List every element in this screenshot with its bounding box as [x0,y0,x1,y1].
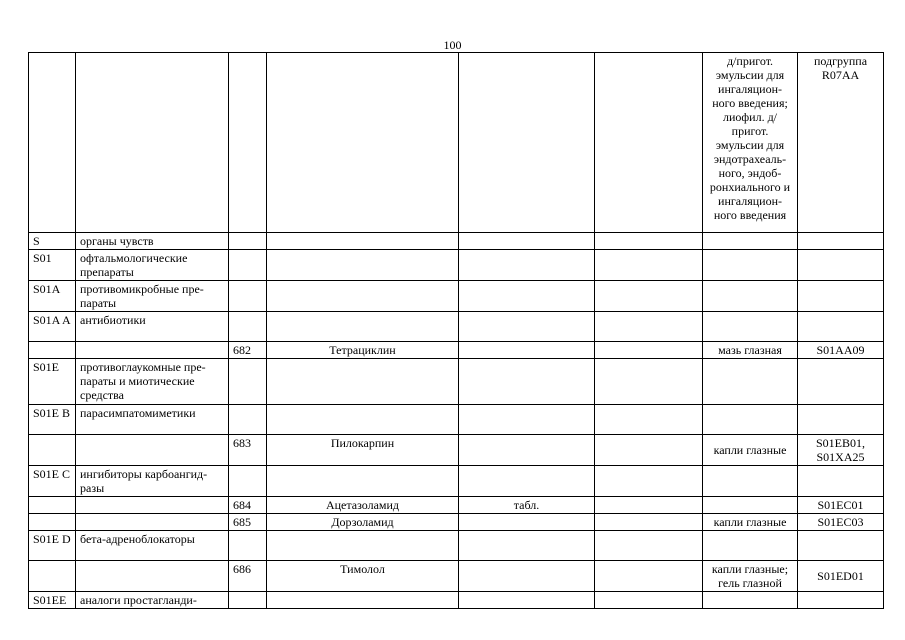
column6-cell [595,342,703,359]
atc-subgroup-cell: S01AA09 [798,342,884,359]
item-number-cell [229,233,267,250]
item-number-cell [229,53,267,233]
item-number-cell [229,250,267,281]
atc-subgroup-cell: S01ED01 [798,561,884,592]
column5-cell [459,514,595,531]
column6-cell [595,561,703,592]
column5-cell [459,531,595,561]
drug-name-cell: Тимолол [267,561,459,592]
group-name-cell: бета-адреноблокаторы [76,531,229,561]
atc-subgroup-cell [798,592,884,609]
item-number-cell [229,592,267,609]
item-number-cell [229,531,267,561]
atc-subgroup-cell: подгруппа R07AA [798,53,884,233]
drug-name-cell [267,592,459,609]
group-name-cell: офтальмологические препараты [76,250,229,281]
group-name-cell [76,514,229,531]
column6-cell [595,592,703,609]
group-name-cell: противомикробные пре- параты [76,281,229,312]
column6-cell [595,359,703,405]
column6-cell [595,531,703,561]
dosage-form-cell [703,359,798,405]
dosage-form-cell [703,250,798,281]
column6-cell [595,312,703,342]
drug-name-cell: Тетрациклин [267,342,459,359]
drug-name-cell [267,281,459,312]
column5-cell [459,466,595,497]
atc-subgroup-cell [798,531,884,561]
atc-code-cell: S01 [29,250,76,281]
group-name-cell [76,561,229,592]
column5-cell [459,435,595,466]
column5-cell [459,250,595,281]
atc-subgroup-cell [798,359,884,405]
table-row [29,233,884,250]
atc-code-cell [29,514,76,531]
atc-code-cell [29,561,76,592]
atc-code-cell: S01A [29,281,76,312]
atc-code-cell: S01A A [29,312,76,342]
atc-code-cell: S01E D [29,531,76,561]
atc-subgroup-cell [798,233,884,250]
table-row [29,531,884,561]
item-number-cell [229,359,267,405]
item-number-cell: 682 [229,342,267,359]
atc-subgroup-cell: S01EB01, S01XA25 [798,435,884,466]
column5-cell [459,359,595,405]
table-row [29,405,884,435]
dosage-form-cell [703,592,798,609]
group-name-cell [76,435,229,466]
dosage-form-cell [703,312,798,342]
drug-item-row [29,435,884,466]
dosage-form-cell: капли глазные [703,435,798,466]
drug-item-row [29,342,884,359]
group-name-cell: ингибиторы карбоангид- разы [76,466,229,497]
drug-item-row [29,514,884,531]
group-name-cell [76,53,229,233]
group-name-cell: парасимпатомиметики [76,405,229,435]
atc-code-cell [29,497,76,514]
drug-name-cell [267,250,459,281]
dosage-form-cell [703,405,798,435]
dosage-form-cell [703,531,798,561]
column6-cell [595,497,703,514]
column5-cell [459,592,595,609]
dosage-form-cell [703,497,798,514]
table-row [29,53,884,233]
drug-name-cell: Ацетазоламид [267,497,459,514]
column5-cell [459,342,595,359]
item-number-cell: 684 [229,497,267,514]
column5-cell [459,281,595,312]
atc-code-cell: S [29,233,76,250]
drug-name-cell [267,53,459,233]
column6-cell [595,514,703,531]
dosage-form-cell: мазь глазная [703,342,798,359]
table-row [29,281,884,312]
item-number-cell: 683 [229,435,267,466]
drug-item-row [29,561,884,592]
atc-subgroup-cell [798,250,884,281]
column5-cell [459,312,595,342]
group-name-cell [76,497,229,514]
atc-subgroup-cell [798,281,884,312]
table-row [29,312,884,342]
atc-code-cell: S01E C [29,466,76,497]
atc-subgroup-cell [798,466,884,497]
atc-subgroup-cell [798,405,884,435]
drug-item-row [29,497,884,514]
column5-cell [459,561,595,592]
drug-name-cell: Пилокарпин [267,435,459,466]
atc-code-cell [29,53,76,233]
item-number-cell [229,405,267,435]
item-number-cell [229,281,267,312]
atc-code-cell: S01E B [29,405,76,435]
atc-code-cell [29,435,76,466]
column5-cell [459,233,595,250]
atc-subgroup-cell [798,312,884,342]
group-name-cell: противоглаукомные пре- параты и миотические средства [76,359,229,405]
item-number-cell: 685 [229,514,267,531]
item-number-cell [229,312,267,342]
dosage-form-cell [703,233,798,250]
atc-subgroup-cell: S01EC01 [798,497,884,514]
drug-name-cell [267,466,459,497]
column6-cell [595,405,703,435]
column6-cell [595,233,703,250]
column6-cell [595,435,703,466]
drug-list-table [28,52,884,609]
dosage-form-cell: капли глазные; гель глазной [703,561,798,592]
drug-name-cell [267,359,459,405]
drug-name-cell [267,233,459,250]
column5-cell: табл. [459,497,595,514]
table-row [29,592,884,609]
group-name-cell: антибиотики [76,312,229,342]
drug-name-cell: Дорзоламид [267,514,459,531]
table-row [29,466,884,497]
item-number-cell: 686 [229,561,267,592]
dosage-form-cell [703,466,798,497]
column5-cell [459,405,595,435]
column6-cell [595,250,703,281]
atc-code-cell: S01E [29,359,76,405]
drug-name-cell [267,312,459,342]
table-row [29,250,884,281]
drug-name-cell [267,531,459,561]
column5-cell [459,53,595,233]
dosage-form-cell: д/пригот. эмульсии для ингаляцион- ного введения; лиофил. д/пригот. эмульсии для эндотрахеаль- ного, эндоб- ронхиального и ингаляцион- ного введения [703,53,798,233]
atc-subgroup-cell: S01EC03 [798,514,884,531]
column6-cell [595,281,703,312]
item-number-cell [229,466,267,497]
column6-cell [595,53,703,233]
group-name-cell: аналоги простагланди- [76,592,229,609]
dosage-form-cell [703,281,798,312]
group-name-cell: органы чувств [76,233,229,250]
table-row [29,359,884,405]
page-number: 100 [443,38,462,52]
atc-code-cell: S01EE [29,592,76,609]
group-name-cell [76,342,229,359]
column6-cell [595,466,703,497]
atc-code-cell [29,342,76,359]
dosage-form-cell: капли глазные [703,514,798,531]
drug-name-cell [267,405,459,435]
